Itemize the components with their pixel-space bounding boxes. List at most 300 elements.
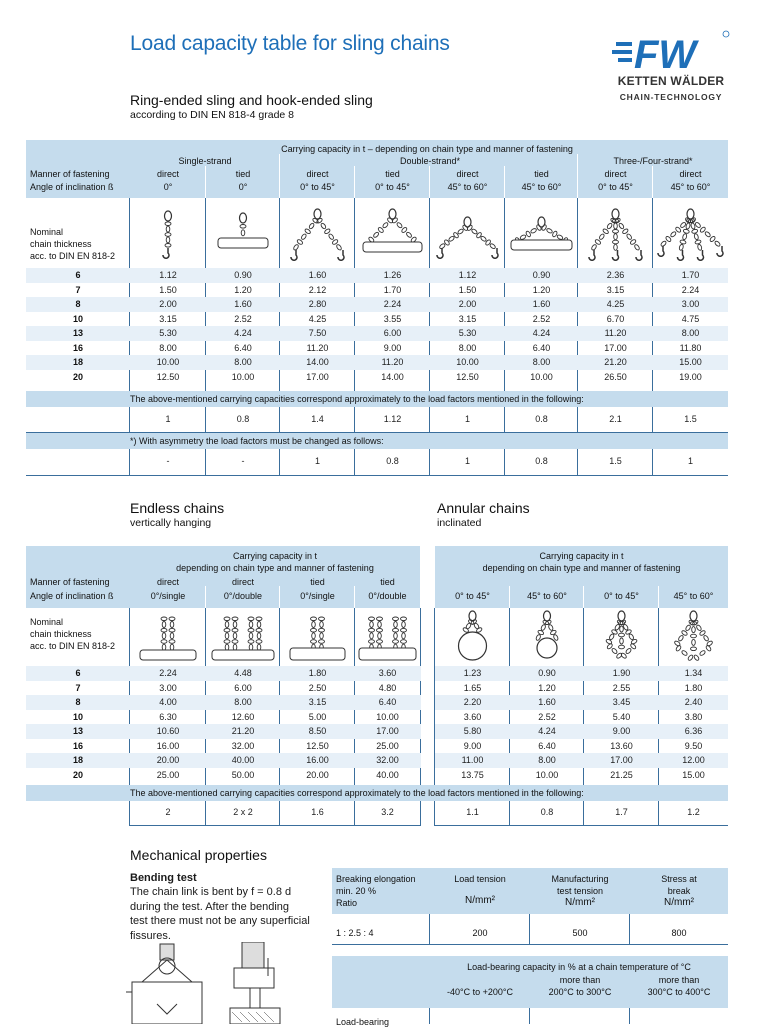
asymmetry-factor-cell: 0.8 (535, 456, 548, 466)
capacity-cell: 1.20 (532, 284, 551, 295)
three-strand-hooks-icon (578, 206, 653, 262)
ratio-header-line: Breaking elongation (336, 874, 416, 884)
divider (130, 825, 421, 826)
capacity-cell: 15.00 (682, 769, 705, 780)
divider (420, 801, 421, 826)
annular-chains-heading: Annular chains (437, 500, 530, 516)
divider (583, 586, 584, 608)
divider (205, 586, 206, 608)
temp-col-line: -40°C to +200°C (447, 987, 513, 997)
divider (435, 825, 728, 826)
page-title: Load capacity table for sling chains (130, 32, 450, 55)
capacity-cell: 9.00 (612, 726, 631, 736)
load-factor-cell: 1.4 (311, 414, 324, 424)
temp-col-line: 200°C to 300°C (548, 987, 612, 997)
capacity-cell: 12.50 (306, 740, 329, 751)
col-header-angle: 0°/double (368, 591, 407, 601)
mechanical-properties-table (332, 868, 728, 1027)
capacity-cell: 0.90 (532, 270, 551, 280)
divider (279, 154, 280, 198)
col-header-angle: 45° to 60° (670, 182, 711, 192)
capacity-cell: 1.50 (458, 284, 477, 295)
capacity-cell: 17.00 (610, 755, 633, 765)
col-header-angle: 0° (238, 182, 248, 192)
annular-header-line2: depending on chain type and manner of fastening (482, 563, 681, 573)
capacity-cell: 3.15 (308, 697, 327, 707)
capacity-cell: 2.12 (308, 284, 327, 295)
annular-0-45-single-icon (435, 610, 510, 664)
single-strand-hook-icon (130, 206, 206, 262)
capacity-cell: 4.80 (378, 682, 397, 693)
section1-subheading: according to DIN EN 818-4 grade 8 (130, 109, 295, 121)
load-factor-cell: 1.6 (311, 807, 324, 817)
capacity-cell: 0.90 (538, 668, 556, 678)
divider (279, 449, 280, 476)
double-strand-wide-hooks-icon (430, 206, 505, 262)
angle-of-inclination-label: Angle of inclination ß (30, 182, 114, 192)
capacity-cell: 3.45 (612, 697, 631, 707)
col-header-type: direct (456, 169, 479, 179)
divider (509, 801, 510, 826)
capacity-cell: 2.20 (463, 697, 482, 707)
capacity-cell: 2.40 (684, 697, 703, 707)
col-header-angle: 0° to 45° (604, 591, 639, 601)
temp-col-line: more than (559, 975, 601, 985)
temp-col-line (430, 974, 530, 986)
capacity-cell: 1.60 (538, 697, 556, 707)
load-bearing-row-label: Load-bearing (336, 1017, 390, 1027)
table2-note: The above-mentioned carrying capacities correspond approximately to the load factors mentioned in the following: (130, 788, 584, 798)
capacity-cell: 12.50 (456, 371, 479, 382)
chain-size-label: 10 (72, 711, 83, 722)
col-header-type: tied (385, 169, 400, 179)
capacity-cell: 4.24 (532, 328, 551, 338)
capacity-cell: 1.70 (383, 284, 402, 295)
bending-test-text (130, 885, 330, 943)
section1-heading: Ring-ended sling and hook-ended sling (130, 92, 373, 108)
capacity-cell: 11.20 (381, 357, 404, 367)
four-strand-hooks-icon (653, 206, 728, 262)
capacity-cell: 8.00 (538, 755, 556, 765)
capacity-cell: 6.00 (383, 328, 402, 338)
capacity-cell: 0.90 (234, 270, 252, 280)
capacity-cell: 17.00 (306, 371, 329, 382)
capacity-cell: 2.00 (458, 299, 477, 309)
stress-unit: N/mm² (664, 897, 694, 908)
divider (279, 407, 280, 433)
stress-header-line: Stress at (661, 874, 697, 884)
capacity-cell: 10.00 (535, 769, 559, 780)
asymmetry-factor-cell: 0.8 (386, 456, 399, 466)
capacity-cell: 6.40 (538, 740, 556, 751)
capacity-cell: 4.48 (234, 668, 252, 678)
divider (129, 407, 130, 433)
capacity-cell: 8.00 (234, 357, 252, 367)
capacity-cell: 2.55 (612, 682, 631, 693)
col-header-angle: 0°/single (150, 591, 186, 601)
nominal-label (30, 226, 130, 262)
capacity-cell: 13.75 (461, 769, 484, 780)
endless-header-line2: depending on chain type and manner of fastening (176, 563, 374, 573)
chain-size-label: 13 (72, 328, 83, 338)
double-strand-tied-icon (355, 206, 430, 262)
capacity-cell: 16.00 (156, 740, 180, 751)
capacity-cell: 21.20 (604, 357, 627, 367)
capacity-cell: 3.60 (463, 711, 482, 722)
capacity-cell: 1.80 (308, 668, 327, 678)
capacity-cell: 1.60 (234, 299, 252, 309)
endless-header-line1: Carrying capacity in t (232, 551, 318, 561)
divider (205, 166, 206, 198)
chain-size-label: 16 (72, 740, 83, 751)
capacity-cell: 15.00 (679, 357, 702, 367)
col-header-type: direct (604, 169, 627, 179)
capacity-cell: 1.26 (383, 270, 402, 280)
divider (652, 449, 653, 476)
chain-size-label: 18 (72, 755, 83, 765)
load-factor-cell: 1 (464, 414, 470, 424)
table1-note1: The above-mentioned carrying capacities correspond approximately to the load factors mentioned in the following: (130, 394, 584, 404)
capacity-cell: 32.00 (231, 740, 255, 751)
capacity-cell: 1.12 (458, 270, 477, 280)
single-strand-tied-icon (206, 206, 280, 262)
col-header-angle: 45° to 60° (527, 591, 567, 601)
asymmetry-factor-cell: 1 (464, 456, 470, 466)
endless-tied-single-icon (280, 610, 355, 664)
col-header-angle: 45° to 60° (521, 182, 562, 192)
divider (354, 801, 355, 826)
chain-size-label: 6 (75, 270, 81, 280)
capacity-cell: 3.15 (458, 313, 477, 324)
capacity-cell: 2.52 (234, 313, 252, 324)
divider (279, 586, 280, 608)
divider (529, 1008, 530, 1024)
capacity-cell: 11.20 (306, 342, 329, 353)
divider (129, 449, 130, 476)
capacity-cell: 17.00 (376, 726, 399, 736)
capacity-cell: 11.80 (679, 342, 702, 353)
capacity-cell: 4.25 (308, 313, 327, 324)
load-factor-cell: 2 x 2 (233, 807, 253, 817)
capacity-cell: 1.50 (159, 284, 177, 295)
col-header-type: tied (380, 577, 395, 587)
divider (429, 1008, 430, 1024)
divider (205, 449, 206, 476)
divider (26, 432, 728, 433)
double-strand-wide-tied-icon (505, 206, 578, 262)
asymmetry-factor-cell: 1 (314, 456, 320, 466)
capacity-cell: 2.00 (159, 299, 177, 309)
nominal-label-line: acc. to DIN EN 818-2 (30, 641, 116, 651)
capacity-cell: 1.60 (308, 270, 327, 280)
divider (434, 801, 435, 826)
annular-45-60-single-icon (510, 610, 584, 664)
load-factor-cell: 1.2 (687, 807, 700, 817)
capacity-cell: 10.00 (156, 357, 180, 367)
ratio-header-line: min. 20 % (336, 886, 377, 896)
capacity-cell: 2.52 (538, 711, 556, 722)
capacity-cell: 8.00 (681, 328, 700, 338)
asymmetry-factor-cell: 1 (687, 456, 693, 466)
capacity-cell: 32.00 (376, 755, 399, 765)
chain-size-label: 8 (75, 299, 81, 309)
capacity-cell: 11.20 (604, 328, 627, 338)
capacity-cell: 26.50 (604, 371, 627, 382)
load-factor-cell: 0.8 (540, 807, 554, 817)
capacity-cell: 10.60 (156, 726, 180, 736)
capacity-cell: 5.40 (612, 711, 631, 722)
endless-direct-single-icon (130, 610, 206, 664)
col-header-type: tied (310, 577, 325, 587)
logo (612, 28, 732, 108)
load-factor-cell: 1.7 (615, 807, 628, 817)
capacity-cell: 7.50 (308, 328, 327, 338)
nominal-label-line: chain thickness (30, 239, 92, 249)
annular-45-60-double-icon (659, 610, 728, 664)
capacity-cell: 9.00 (463, 740, 482, 751)
asymmetry-factor-cell: - (166, 456, 170, 466)
capacity-cell: 1.70 (681, 270, 700, 280)
load-factor-cell: 2 (165, 807, 171, 817)
manufacturing-header-line: Manufacturing (551, 874, 609, 884)
bending-text-line: The chain link is bent by f = 0.8 d (130, 886, 292, 898)
chain-size-label: 7 (75, 682, 81, 693)
capacity-cell: 10.00 (530, 371, 553, 382)
double-strand-hooks-icon (280, 206, 355, 262)
load-tension-value: 200 (472, 928, 488, 938)
temperature-header: Load-bearing capacity in % at a chain temperature of °C (467, 962, 691, 972)
divider (26, 475, 728, 476)
load-factor-cell: 3.2 (381, 807, 394, 817)
capacity-cell: 9.50 (684, 740, 703, 751)
fw-logo-icon (612, 28, 732, 74)
chain-size-label: 18 (72, 357, 83, 367)
capacity-cell: 3.15 (606, 284, 625, 295)
divider (429, 407, 430, 433)
divider (577, 154, 578, 198)
capacity-cell: 6.70 (606, 313, 625, 324)
capacity-cell: 1.90 (612, 668, 631, 678)
capacity-cell: 13.60 (610, 740, 633, 751)
load-factor-cell: 2.1 (609, 414, 622, 424)
capacity-cell: 2.36 (606, 270, 625, 280)
load-capacity-table-ring-hook (26, 140, 728, 476)
angle-of-inclination-label: Angle of inclination ß (30, 591, 114, 601)
mechanical-properties-heading: Mechanical properties (130, 847, 267, 863)
chain-size-label: 20 (72, 371, 83, 382)
col-header-type: direct (306, 169, 329, 179)
capacity-cell: 5.80 (463, 726, 482, 736)
annular-0-45-double-icon (584, 610, 659, 664)
divider (354, 407, 355, 433)
capacity-cell: 8.00 (159, 342, 177, 353)
capacity-cell: 6.00 (234, 682, 252, 693)
capacity-cell: 2.24 (681, 284, 700, 295)
table1-note2: *) With asymmetry the load factors must be changed as follows: (130, 436, 384, 446)
endless-tied-double-icon (355, 610, 420, 664)
chain-size-label: 8 (75, 697, 81, 707)
load-factor-cell: 1.5 (684, 414, 697, 424)
divider (354, 449, 355, 476)
capacity-cell: 40.00 (231, 755, 255, 765)
endless-chains-subheading: vertically hanging (130, 517, 212, 529)
temp-col-line: 300°C to 400°C (647, 987, 711, 997)
col-header-angle: 0° to 45° (598, 182, 633, 192)
col-header-angle: 45° to 60° (447, 182, 488, 192)
capacity-cell: 1.23 (463, 668, 482, 678)
divider (583, 801, 584, 826)
capacity-cell: 50.00 (231, 769, 255, 780)
divider (504, 407, 505, 433)
capacity-cell: 4.24 (538, 726, 556, 736)
chain-size-label: 16 (72, 342, 83, 353)
capacity-cell: 20.00 (156, 755, 180, 765)
capacity-cell: 6.40 (532, 342, 551, 353)
logo-tagline: CHAIN-TECHNOLOGY (619, 92, 723, 102)
capacity-cell: 1.12 (159, 270, 177, 280)
col-header-angle: 0° (163, 182, 173, 192)
capacity-cell: 1.80 (684, 682, 703, 693)
capacity-cell: 3.00 (681, 299, 700, 309)
capacity-cell: 4.25 (606, 299, 625, 309)
capacity-cell: 8.00 (458, 342, 477, 353)
col-header-type: tied (235, 169, 251, 179)
capacity-cell: 8.00 (234, 697, 252, 707)
nominal-label-line: Nominal (30, 617, 64, 627)
capacity-cell: 2.80 (308, 299, 327, 309)
manufacturing-tension-value: 500 (572, 928, 588, 938)
capacity-cell: 25.00 (376, 740, 399, 751)
load-tension-header (430, 873, 530, 907)
capacity-cell: 40.00 (376, 769, 399, 780)
annular-header-line1: Carrying capacity in t (539, 551, 624, 561)
manufacturing-tension-header (530, 873, 630, 909)
nominal-label-line: acc. to DIN EN 818-2 (30, 251, 116, 261)
divider (279, 801, 280, 826)
capacity-cell: 10.00 (231, 371, 255, 382)
chain-size-label: 13 (72, 726, 83, 736)
stress-at-break-value: 800 (671, 928, 687, 938)
chain-size-label: 7 (75, 284, 81, 295)
col-header-angle: 45° to 60° (673, 591, 714, 601)
capacity-cell: 19.00 (679, 371, 702, 382)
nominal-label-line: Nominal (30, 227, 64, 237)
col-header-type: direct (156, 577, 179, 587)
divider (129, 801, 130, 826)
annular-chains-subheading: inclinated (437, 517, 482, 529)
bending-test-diagram-icon (122, 942, 322, 1024)
manufacturing-header-line: test tension (556, 886, 604, 896)
capacity-cell: 8.00 (532, 357, 551, 367)
manner-of-fastening-label: Manner of fastening (30, 577, 110, 587)
divider (205, 407, 206, 433)
capacity-cell: 21.20 (231, 726, 255, 736)
load-factor-cell: 1 (165, 414, 171, 424)
capacity-cell: 1.60 (532, 299, 551, 309)
capacity-cell: 14.00 (306, 357, 329, 367)
col-header-angle: 0° to 45° (375, 182, 410, 192)
ratio-header-line: Ratio (336, 898, 358, 908)
divider (354, 586, 355, 608)
divider (332, 944, 728, 945)
capacity-cell: 11.00 (461, 755, 484, 765)
capacity-cell: 4.75 (681, 313, 700, 324)
divider (429, 166, 430, 198)
col-header-type: direct (679, 169, 702, 179)
group-three-four-strand: Three-/Four-strand* (613, 156, 693, 166)
load-tension-unit: N/mm² (465, 895, 495, 906)
endless-direct-double-icon (206, 610, 280, 664)
col-header-angle: 0°/double (223, 591, 263, 601)
col-header-type: direct (156, 169, 179, 179)
manufacturing-unit: N/mm² (565, 897, 595, 908)
capacity-cell: 12.60 (231, 711, 255, 722)
divider (509, 586, 510, 608)
temp-col-2 (530, 974, 630, 998)
load-factor-cell: 0.8 (236, 414, 250, 424)
asymmetry-factor-cell: - (241, 456, 245, 466)
capacity-cell: 1.20 (538, 682, 556, 693)
divider (652, 166, 653, 198)
capacity-cell: 2.50 (308, 682, 327, 693)
capacity-cell: 3.00 (159, 682, 177, 693)
divider (629, 1008, 630, 1024)
capacity-cell: 14.00 (381, 371, 404, 382)
capacity-cell: 12.50 (156, 371, 180, 382)
capacity-cell: 1.65 (463, 682, 482, 693)
load-factor-cell: 1.12 (383, 414, 402, 424)
capacity-cell: 5.30 (159, 328, 177, 338)
divider (577, 449, 578, 476)
capacity-cell: 3.60 (378, 668, 397, 678)
col-header-angle: 0°/single (300, 591, 335, 601)
capacity-cell: 9.00 (383, 342, 402, 353)
capacity-cell: 6.40 (378, 697, 397, 707)
load-capacity-table-endless-annular (26, 546, 728, 826)
manner-of-fastening-label: Manner of fastening (30, 169, 110, 179)
capacity-cell: 17.00 (604, 342, 627, 353)
asymmetry-factor-cell: 1.5 (609, 456, 622, 466)
capacity-cell: 2.52 (532, 313, 551, 324)
group-double-strand: Double-strand* (399, 156, 461, 166)
divider (354, 166, 355, 198)
logo-wordmark: KETTEN WÄLDER (617, 74, 725, 88)
svg-text:FW: FW (634, 33, 697, 74)
divider (429, 449, 430, 476)
endless-chains-heading: Endless chains (130, 500, 225, 516)
load-tension-header-line: Load tension (454, 874, 506, 884)
temp-col-line: more than (658, 975, 700, 985)
capacity-cell: 20.00 (306, 769, 329, 780)
chain-size-label: 20 (72, 769, 83, 780)
chain-size-label: 6 (75, 668, 81, 678)
capacity-cell: 10.00 (456, 357, 479, 367)
capacity-cell: 3.80 (684, 711, 703, 722)
capacity-cell: 6.36 (684, 726, 703, 736)
divider (577, 407, 578, 433)
divider (658, 801, 659, 826)
capacity-cell: 21.25 (610, 769, 633, 780)
capacity-cell: 6.40 (234, 342, 252, 353)
stress-at-break-header (630, 873, 728, 909)
load-factor-cell: 0.8 (535, 414, 548, 424)
stress-header-line: break (667, 886, 691, 896)
capacity-cell: 4.24 (234, 328, 252, 338)
capacity-cell: 12.00 (682, 755, 705, 765)
capacity-cell: 6.30 (159, 711, 177, 722)
temp-col-3 (630, 974, 728, 998)
capacity-cell: 1.20 (234, 284, 252, 295)
